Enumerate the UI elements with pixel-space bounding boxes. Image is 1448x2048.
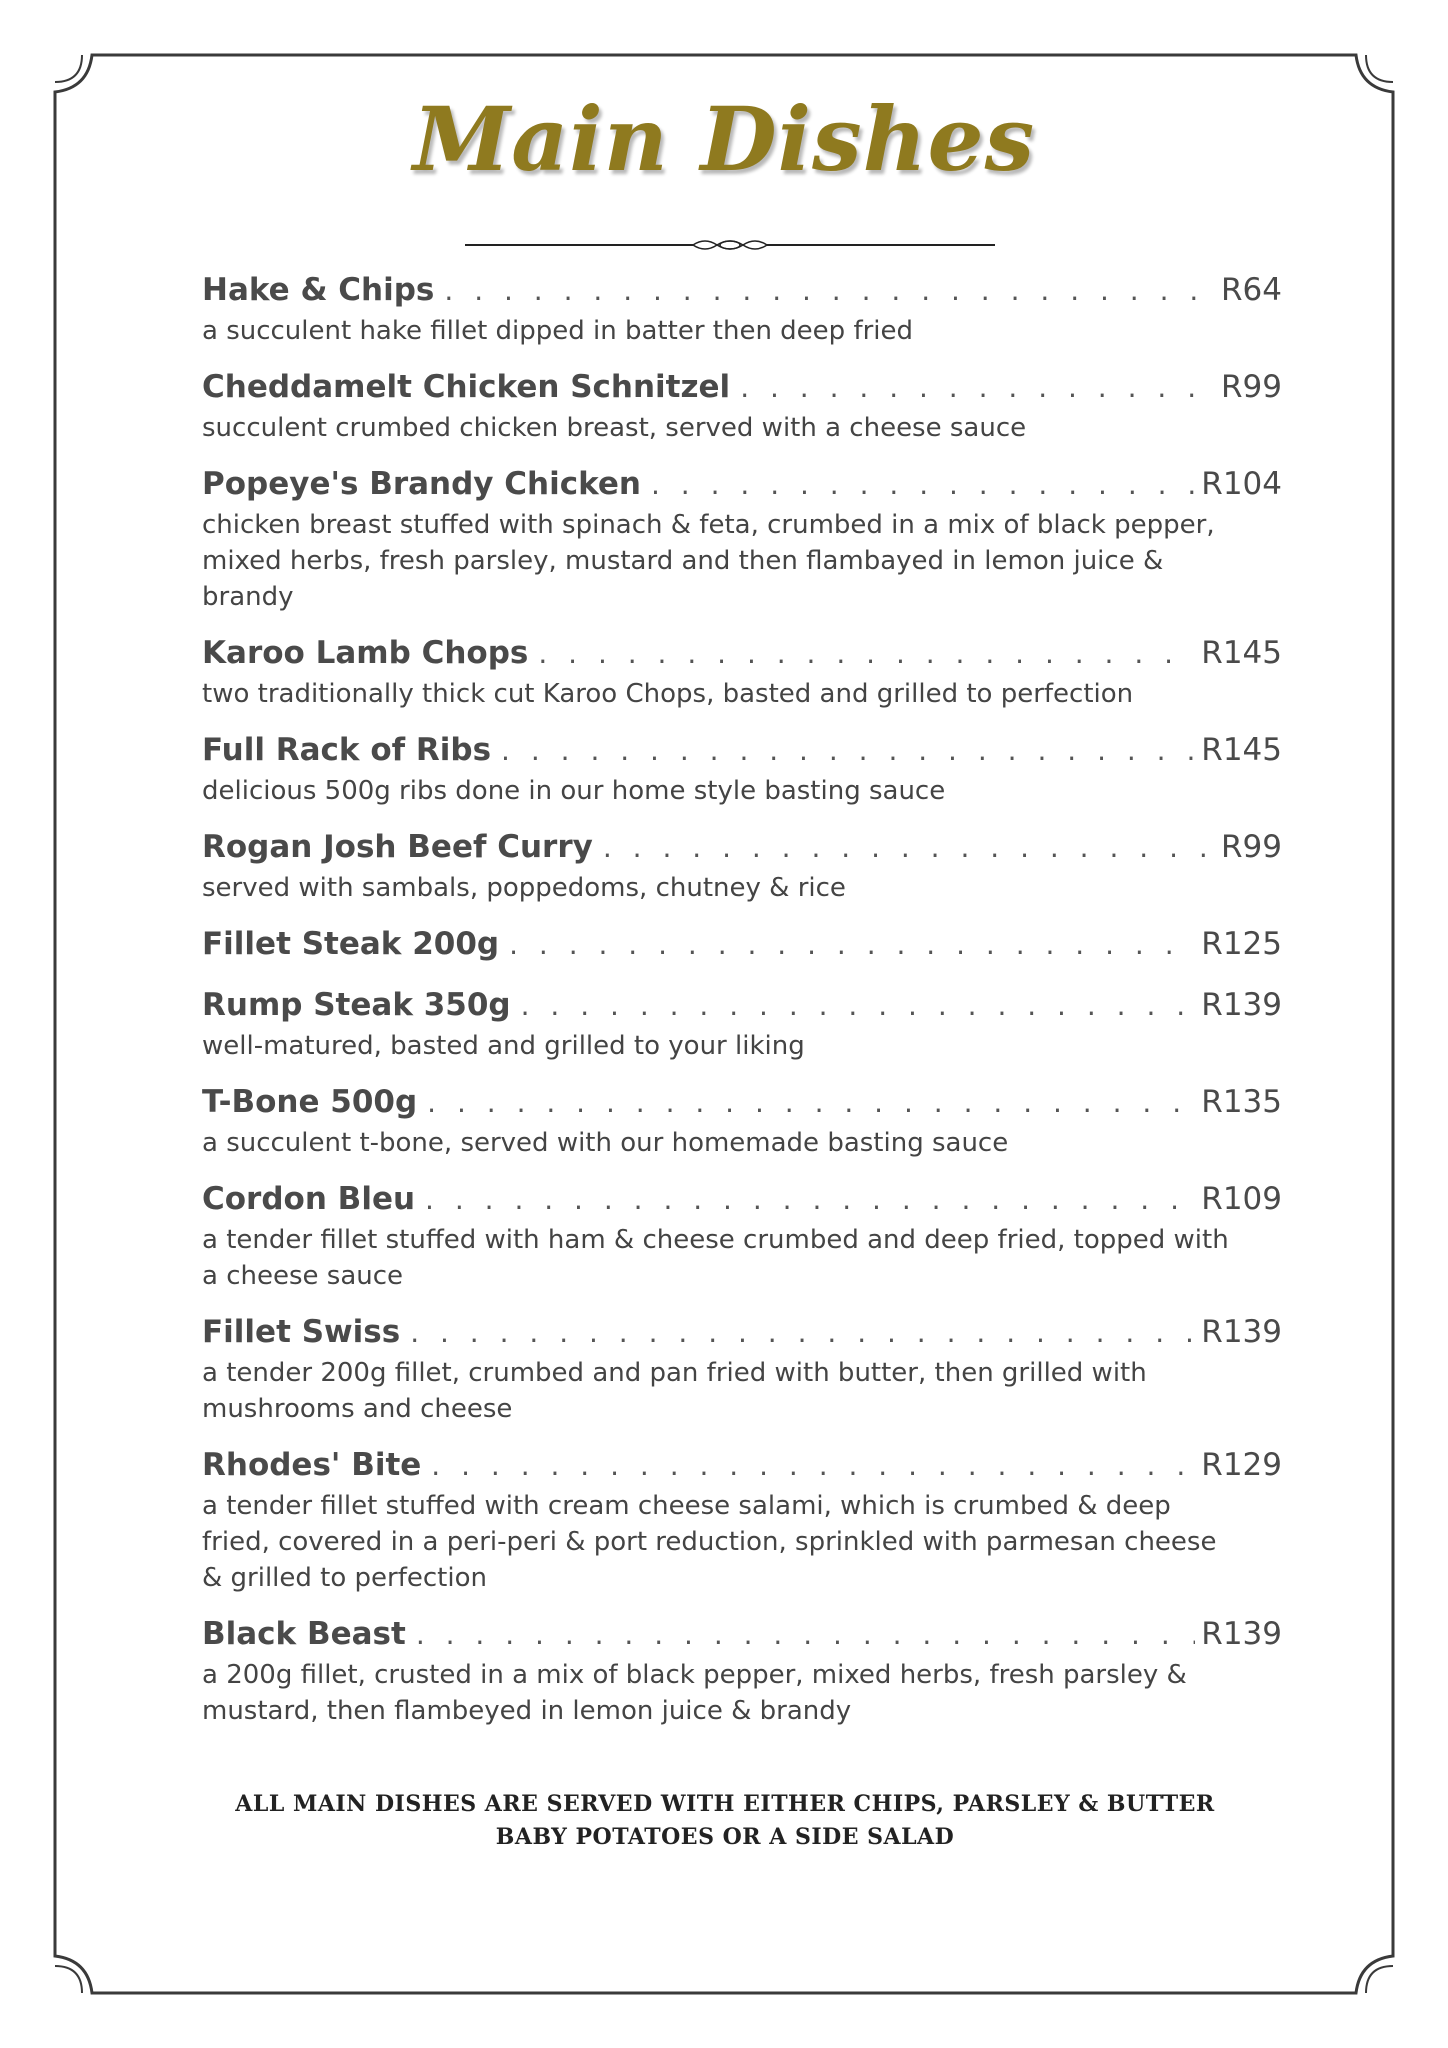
dish-name: Fillet Steak 200g	[202, 926, 500, 962]
dot-leader	[538, 632, 1195, 676]
dish-price: R104	[1201, 466, 1282, 502]
menu-item	[202, 365, 1282, 446]
menu-item	[202, 1612, 1282, 1729]
menu-item	[202, 1443, 1282, 1596]
dish-price: R145	[1201, 635, 1282, 671]
dot-leader	[501, 729, 1195, 773]
menu-item	[202, 1080, 1282, 1161]
dish-description: a tender fillet stuffed with ham & cheese crumbed and deep fried, topped with a cheese sauce	[202, 1225, 1229, 1291]
dish-price: R135	[1201, 1084, 1282, 1120]
dish-name: Cheddamelt Chicken Schnitzel	[202, 369, 731, 405]
dish-name: Popeye's Brandy Chicken	[202, 466, 641, 502]
dish-price: R129	[1201, 1447, 1282, 1483]
dot-leader	[740, 366, 1215, 410]
dot-leader	[651, 463, 1195, 507]
sides-footnote: ALL MAIN DISHES ARE SERVED WITH EITHER CHIPS, PARSLEY & BUTTER BABY POTATOES OR A SIDE SALAD	[235, 1791, 1215, 1850]
dot-leader	[444, 269, 1215, 313]
menu-item	[202, 1310, 1282, 1427]
dot-leader	[425, 1178, 1195, 1222]
menu-item	[202, 268, 1282, 349]
dish-name: Hake & Chips	[202, 272, 435, 308]
dish-price: R139	[1201, 987, 1282, 1023]
menu-item	[202, 1177, 1282, 1294]
dish-description: two traditionally thick cut Karoo Chops, basted and grilled to perfection	[202, 679, 1134, 709]
dish-price: R109	[1201, 1181, 1282, 1217]
page-title: Main Dishes	[412, 87, 1036, 191]
dot-leader	[410, 1311, 1195, 1355]
dish-description: served with sambals, poppedoms, chutney & rice	[202, 873, 846, 903]
menu-item	[202, 922, 1282, 967]
menu-item	[202, 462, 1282, 615]
dish-description: chicken breast stuffed with spinach & feta, crumbed in a mix of black pepper, mixed herbs, fresh parsley, mustard and then flambayed in lemon juice & brandy	[202, 510, 1215, 612]
dish-description: a succulent hake fillet dipped in batter then deep fried	[202, 316, 914, 346]
menu-item	[202, 728, 1282, 809]
dish-price: R139	[1201, 1616, 1282, 1652]
dish-name: Karoo Lamb Chops	[202, 635, 529, 671]
dish-name: Full Rack of Ribs	[202, 732, 492, 768]
dish-price: R99	[1221, 369, 1282, 405]
dot-leader	[509, 923, 1195, 967]
dot-leader	[427, 1081, 1195, 1125]
dish-description: a tender 200g fillet, crumbed and pan fried with butter, then grilled with mushrooms and cheese	[202, 1358, 1147, 1424]
dish-price: R64	[1221, 272, 1282, 308]
dot-leader	[603, 826, 1215, 870]
dish-description: well-matured, basted and grilled to your liking	[202, 1031, 805, 1061]
dish-name: Rhodes' Bite	[202, 1447, 422, 1483]
dish-description: a 200g fillet, crusted in a mix of black pepper, mixed herbs, fresh parsley & mustard, then flambeyed in lemon juice & brandy	[202, 1660, 1187, 1726]
dish-name: Black Beast	[202, 1616, 406, 1652]
menu-item	[202, 983, 1282, 1064]
dish-description: succulent crumbed chicken breast, served with a cheese sauce	[202, 413, 1027, 443]
dish-name: Fillet Swiss	[202, 1314, 401, 1350]
dish-name: Rogan Josh Beef Curry	[202, 829, 593, 865]
dish-description: a succulent t-bone, served with our homemade basting sauce	[202, 1128, 1009, 1158]
dot-leader	[431, 1444, 1195, 1488]
dish-description: a tender fillet stuffed with cream cheese salami, which is crumbed & deep fried, covered in a peri-peri & port reduction, sprinkled with parmesan cheese & grilled to perfection	[202, 1491, 1217, 1593]
dish-price: R125	[1201, 926, 1282, 962]
dot-leader	[521, 984, 1196, 1028]
menu-item	[202, 631, 1282, 712]
dish-price: R139	[1201, 1314, 1282, 1350]
dish-price: R145	[1201, 732, 1282, 768]
dish-price: R99	[1221, 829, 1282, 865]
title-divider-ornament	[465, 235, 995, 255]
dish-name: Cordon Bleu	[202, 1181, 416, 1217]
dot-leader	[416, 1613, 1195, 1657]
dish-name: T-Bone 500g	[202, 1084, 418, 1120]
menu-list	[202, 268, 1282, 1745]
dish-description: delicious 500g ribs done in our home style basting sauce	[202, 776, 946, 806]
dish-name: Rump Steak 350g	[202, 987, 511, 1023]
menu-item	[202, 825, 1282, 906]
